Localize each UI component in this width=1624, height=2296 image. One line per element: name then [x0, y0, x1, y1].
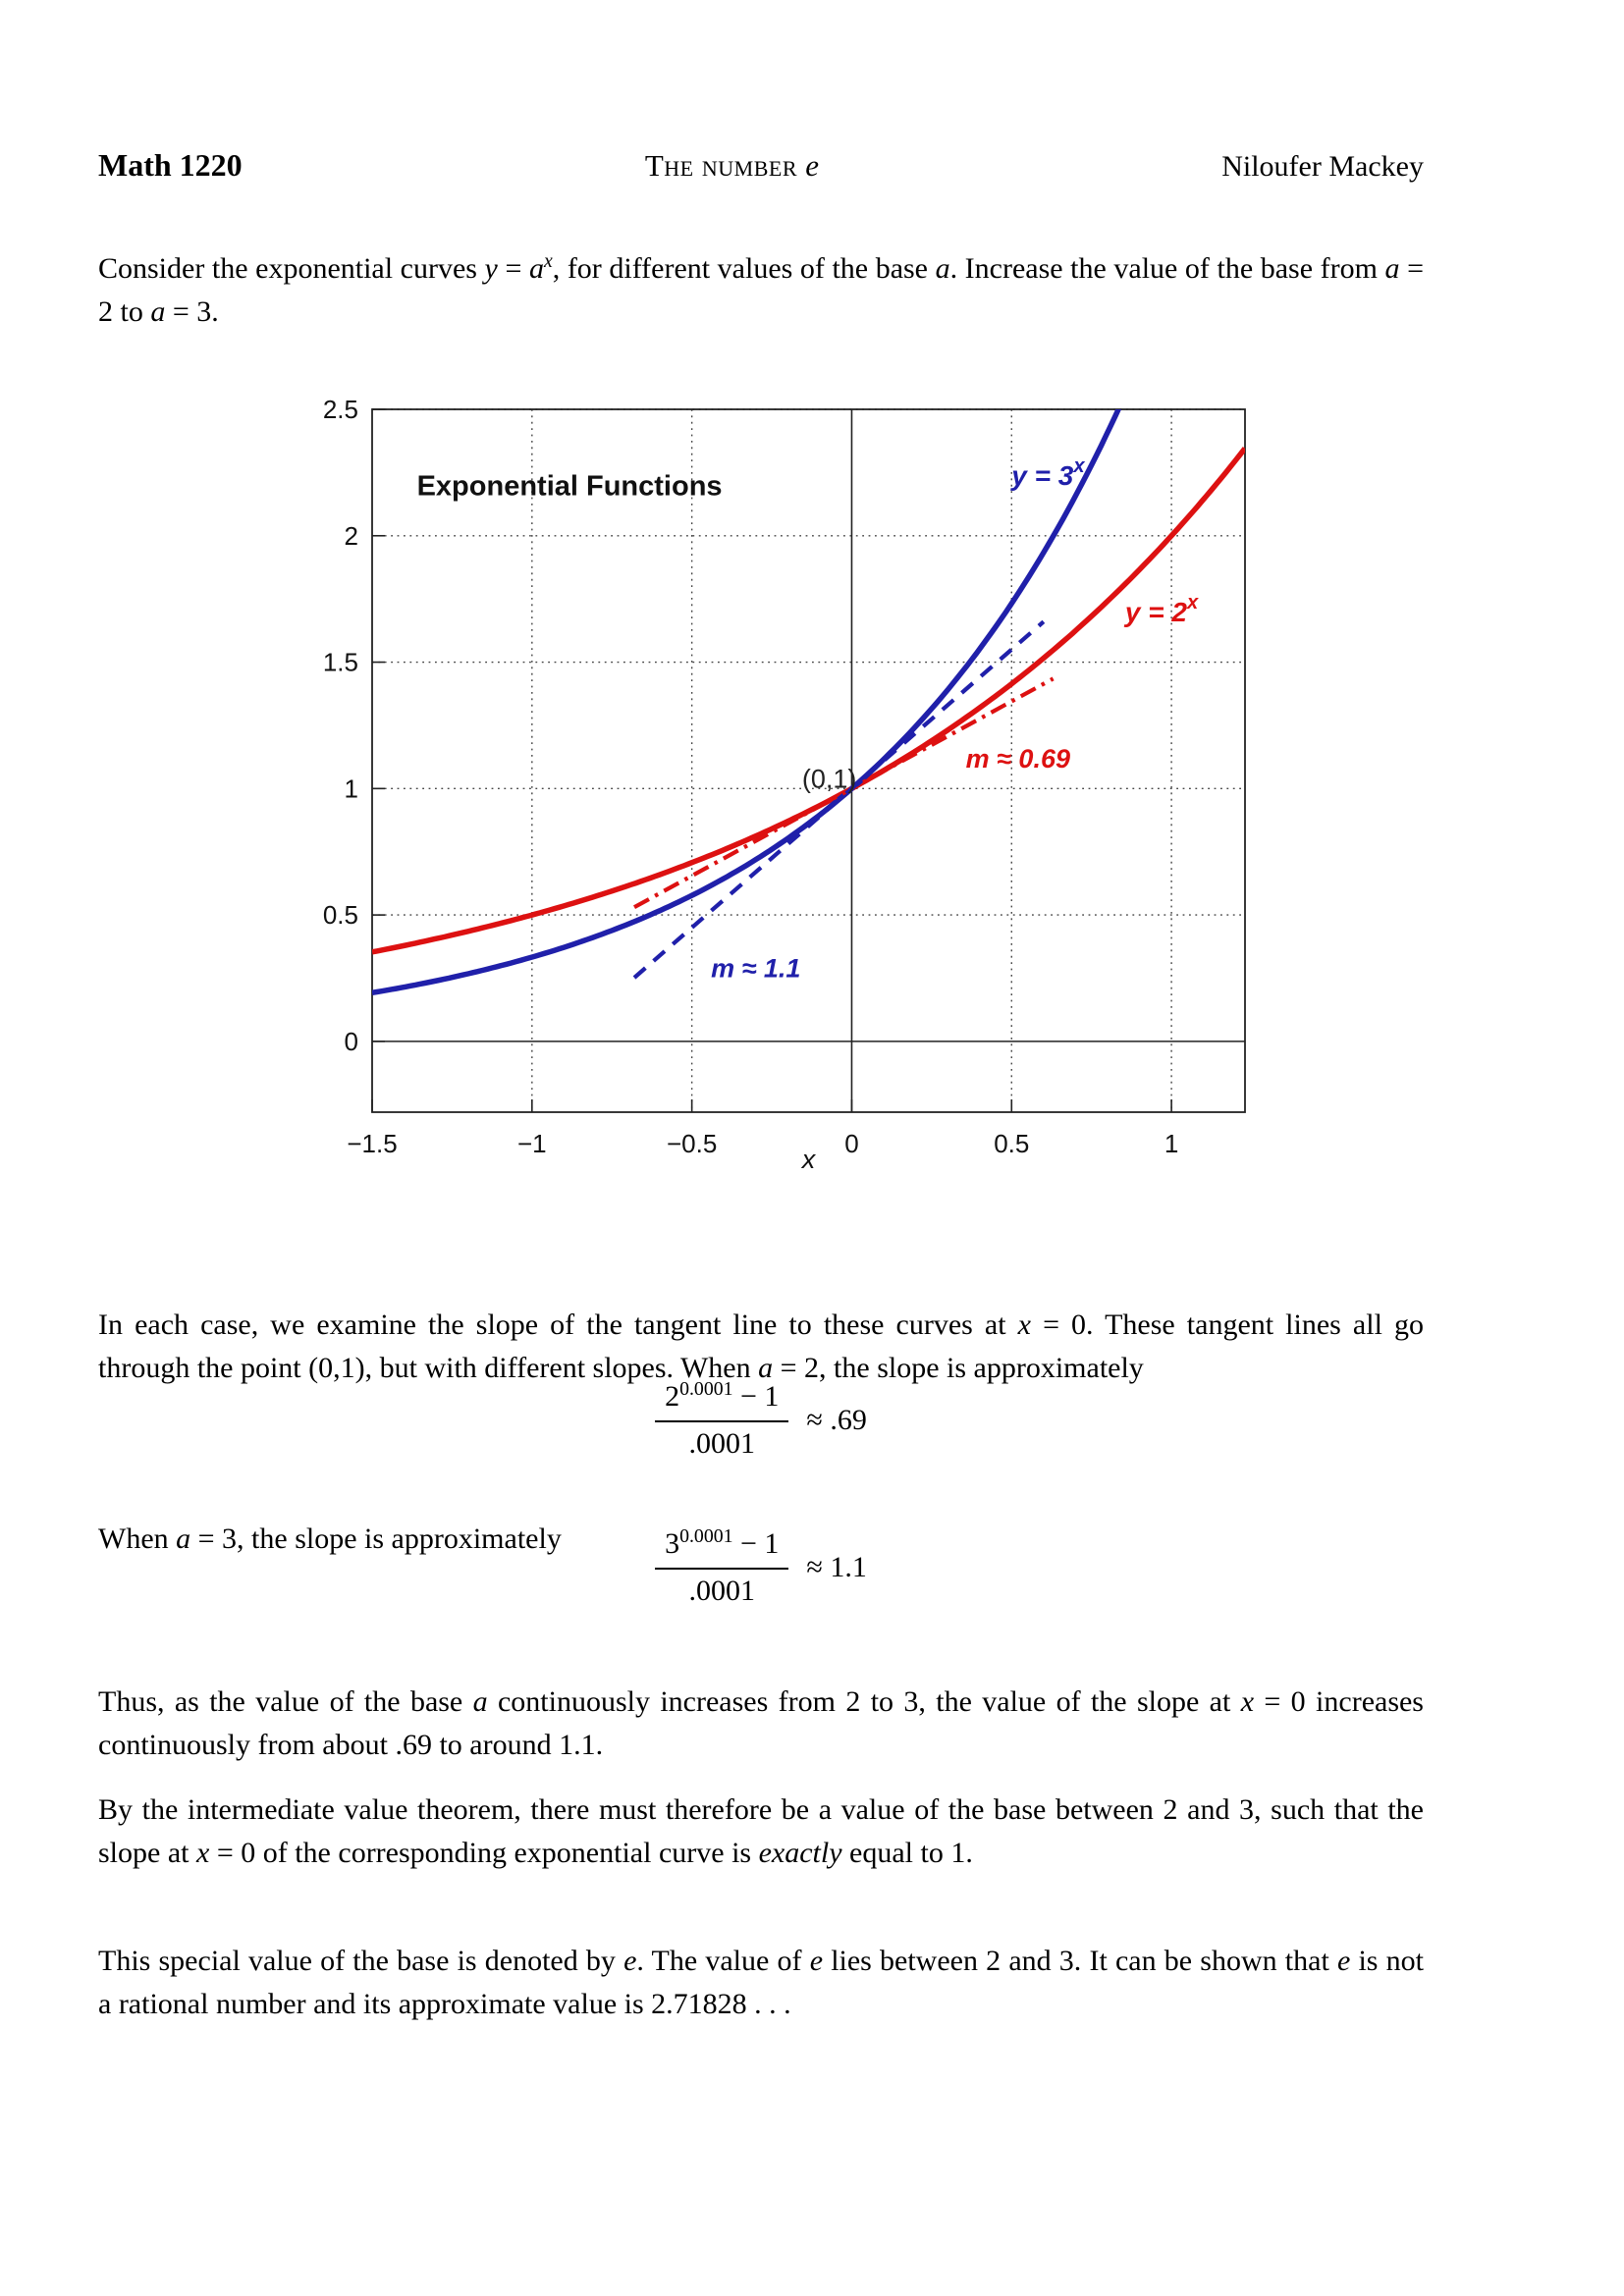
svg-text:1.5: 1.5 [322, 647, 358, 677]
page-title [645, 148, 819, 184]
paragraph-special-value-e: This special value of the base is denoted by e. The value of e lies between 2 and 3. It can be shown that e is not a rational number and its approximate value is 2.71828 . . . [98, 1945, 1424, 2020]
exponential-functions-chart [0, 363, 1624, 1207]
title-smallcaps: The number [644, 148, 806, 183]
svg-text:y = 3x: $y = 3^x$ [1011, 455, 1085, 491]
approx-result: ≈ .69 [806, 1404, 867, 1436]
paragraph-intermediate-value: By the intermediate value theorem, there must therefore be a value of the base between 2 and 3, such that the slope at x = 0 of the corresponding exponential curve is exactly equal to 1. [98, 1793, 1424, 1869]
chart-svg [0, 363, 1624, 1207]
title-e-variable: e [805, 148, 820, 183]
svg-text:x: x [801, 1145, 816, 1174]
course-label: Math 1220 [98, 147, 243, 183]
fraction-base-3 [655, 1527, 788, 1608]
exponent: 0.0001 [679, 1378, 733, 1400]
svg-text:Exponential Functions: Exponential Functions [416, 470, 723, 503]
svg-text:−1: −1 [516, 1129, 547, 1158]
fraction-denominator: .0001 [688, 1575, 755, 1607]
svg-text:2.5: 2.5 [322, 395, 358, 424]
author-name: Niloufer Mackey [1221, 150, 1424, 183]
fraction-base-2 [655, 1380, 788, 1461]
svg-text:−0.5: −0.5 [666, 1129, 718, 1158]
svg-text:m ≈ 1.1: m ≈ 1.1 [711, 953, 801, 984]
paragraph-thus: Thus, as the value of the base a continuously increases from 2 to 3, the value of the slope at x = 0 increases continuously from about .69 to around 1.1. [98, 1685, 1424, 1761]
paragraph-when-a3: When a = 3, the slope is approximately [98, 1522, 562, 1555]
svg-text:0: 0 [344, 1026, 358, 1056]
exponent: 0.0001 [679, 1525, 733, 1547]
svg-text:2: 2 [344, 520, 358, 551]
svg-text:y = 2x: $y = 2^x$ [1124, 592, 1199, 627]
fraction-denominator: .0001 [688, 1427, 755, 1460]
approx-result: ≈ 1.1 [806, 1551, 867, 1583]
svg-text:1: 1 [344, 774, 358, 804]
fraction-numerator: $2^{0.0001} - 1$ [655, 1380, 788, 1422]
formula-slope-base-2 [98, 1380, 1424, 1461]
fraction-numerator: $3^{0.0001} - 1$ [655, 1527, 788, 1570]
svg-text:1: 1 [1164, 1129, 1179, 1158]
paragraph-intro: Consider the exponential curves $y = a^x$, for different values of the base a. Increase the value of the base from a = 2 to a = 3. [98, 250, 1424, 328]
svg-text:0.5: 0.5 [994, 1129, 1030, 1158]
svg-text:0.5: 0.5 [322, 900, 358, 931]
svg-text:(0,1): (0,1) [801, 764, 857, 794]
svg-text:0: 0 [844, 1129, 859, 1158]
paragraph-in-each-case: In each case, we examine the slope of the tangent line to these curves at x = 0. These tangent lines all go through the point (0,1), but with different slopes. When a = 2, the slope is approximately [98, 1308, 1424, 1384]
page-header [98, 147, 1424, 184]
svg-text:m ≈ 0.69: m ≈ 0.69 [965, 743, 1070, 774]
formula-slope-base-3 [98, 1527, 1424, 1608]
svg-text:−1.5: −1.5 [347, 1129, 398, 1158]
